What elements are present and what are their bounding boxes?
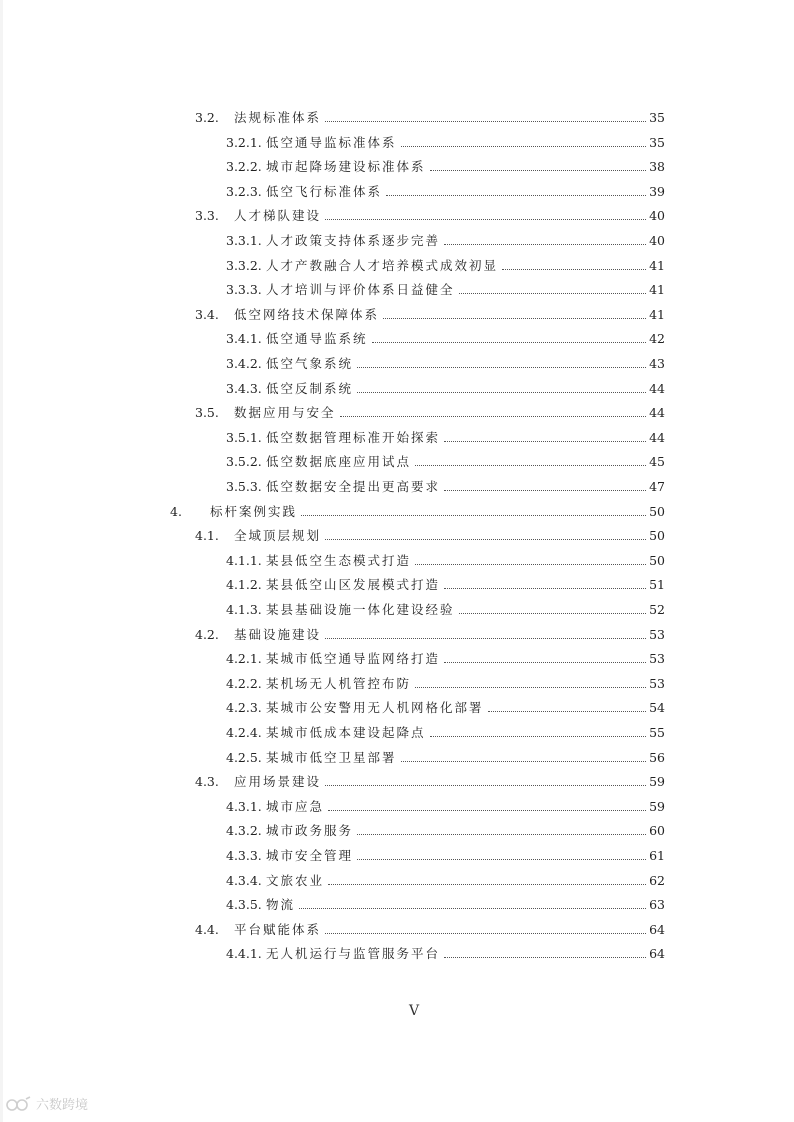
toc-entry-title: 人才培训与评价体系日益健全 (266, 282, 455, 298)
toc-entry-page: 40 (649, 208, 665, 224)
toc-entry-number: 4.1. (195, 528, 219, 544)
page-footer-number: V (409, 1003, 420, 1019)
toc-entry[interactable] (226, 252, 665, 274)
toc-entry-number: 3.3.3. (226, 282, 262, 298)
toc-entry[interactable] (226, 867, 665, 889)
toc-entry[interactable] (170, 498, 665, 520)
toc-entry-number: 4.2. (195, 626, 219, 642)
toc-entry-page: 43 (649, 356, 665, 371)
toc-dot-leader (357, 366, 646, 368)
toc-entry-page: 62 (649, 872, 665, 888)
toc-entry-title: 低空数据底座应用试点 (266, 454, 412, 470)
toc-entry-page: 53 (649, 626, 665, 642)
toc-entry[interactable] (226, 325, 665, 347)
toc-entry-number: 3.5.1. (226, 429, 262, 445)
toc-entry-number: 3.4.1. (226, 331, 262, 347)
toc-entry[interactable] (226, 375, 665, 397)
toc-entry-number: 4.2.4. (226, 725, 262, 740)
toc-entry-title: 低空通导监标准体系 (266, 134, 397, 150)
toc-entry-title: 人才梯队建设 (234, 208, 322, 224)
toc-entry-page: 53 (649, 675, 665, 691)
toc-dot-leader (325, 932, 646, 934)
toc-entry-page: 38 (649, 159, 665, 175)
toc-entry-number: 4.3. (195, 774, 219, 790)
toc-entry[interactable] (226, 473, 665, 495)
toc-entry-number: 3.5.2. (226, 454, 262, 470)
toc-entry[interactable] (226, 153, 665, 175)
toc-entry-number: 4.1.3. (226, 602, 262, 617)
toc-entry-page: 54 (649, 700, 665, 716)
toc-entry[interactable] (226, 793, 665, 815)
toc-entry[interactable] (226, 227, 665, 249)
toc-entry-title: 基础设施建设 (234, 626, 322, 642)
toc-entry-number: 3.2.3. (226, 183, 262, 199)
toc-entry[interactable] (195, 768, 665, 790)
toc-entry-title: 城市应急 (266, 798, 325, 814)
toc-entry-title: 应用场景建设 (234, 774, 322, 790)
toc-entry[interactable] (195, 522, 665, 544)
toc-entry-page: 60 (649, 823, 665, 839)
toc-entry-title: 某城市低成本建设起降点 (266, 725, 426, 740)
toc-entry-title: 某城市公安警用无人机网格化部署 (266, 700, 484, 716)
toc-dot-leader (401, 145, 647, 147)
toc-dot-leader (340, 415, 647, 417)
toc-entry-title: 人才政策支持体系逐步完善 (266, 233, 441, 248)
toc-dot-leader (459, 292, 647, 294)
toc-entry-number: 4.4. (195, 921, 219, 937)
toc-dot-leader (444, 489, 646, 491)
toc-entry-title: 某县基础设施一体化建设经验 (266, 602, 455, 617)
toc-entry-title: 某机场无人机管控布防 (266, 675, 412, 691)
toc-entry-page: 61 (649, 848, 665, 863)
toc-entry[interactable] (226, 129, 665, 151)
toc-entry[interactable] (226, 744, 665, 766)
toc-entry-page: 47 (649, 479, 665, 494)
toc-entry-number: 3.3.1. (226, 233, 262, 248)
toc-entry-page: 55 (649, 725, 665, 740)
toc-dot-leader (444, 956, 646, 958)
toc-entry-page: 64 (649, 921, 665, 937)
toc-entry-title: 低空气象系统 (266, 356, 354, 371)
toc-entry-title: 城市政务服务 (266, 823, 354, 839)
toc-entry[interactable] (226, 178, 665, 200)
toc-entry-number: 3.4.3. (226, 380, 262, 396)
toc-dot-leader (430, 169, 647, 171)
toc-entry-title: 物流 (266, 897, 296, 913)
toc-dot-leader (357, 858, 646, 860)
toc-entry[interactable] (195, 104, 665, 126)
toc-entry[interactable] (195, 916, 665, 938)
toc-entry-title: 全域顶层规划 (234, 528, 322, 544)
toc-entry-number: 3.4.2. (226, 356, 262, 371)
toc-entry-page: 50 (649, 552, 665, 568)
toc-entry[interactable] (195, 621, 665, 643)
toc-dot-leader (444, 440, 646, 442)
toc-entry-title: 城市起降场建设标准体系 (266, 159, 426, 175)
toc-entry-title: 平台赋能体系 (234, 921, 322, 937)
toc-entry-page: 39 (649, 183, 665, 199)
toc-entry[interactable] (226, 694, 665, 716)
watermark-text: 六数跨境 (36, 1098, 89, 1113)
toc-entry-page: 42 (649, 331, 665, 347)
toc-entry-title: 某县低空山区发展模式打造 (266, 577, 441, 593)
toc-entry-title: 某城市低空通导监网络打造 (266, 651, 441, 667)
toc-dot-leader (415, 563, 646, 565)
toc-entry-number: 4.3.3. (226, 848, 262, 863)
toc-entry-number: 3.5.3. (226, 479, 262, 494)
toc-dot-leader (415, 686, 646, 688)
toc-entry-title: 低空网络技术保障体系 (234, 306, 380, 322)
toc-entry[interactable] (226, 448, 665, 470)
toc-dot-leader (430, 735, 647, 737)
toc-entry-page: 51 (649, 577, 665, 593)
toc-entry-page: 45 (649, 454, 665, 470)
toc-dot-leader (325, 538, 646, 540)
toc-entry-number: 3.2. (195, 110, 219, 125)
toc-entry-page: 56 (649, 749, 665, 765)
toc-entry[interactable] (226, 571, 665, 593)
watermark (6, 1094, 88, 1113)
toc-entry-number: 4.3.5. (226, 897, 262, 913)
toc-dot-leader (301, 514, 646, 516)
toc-entry-page: 44 (649, 380, 665, 396)
toc-entry[interactable] (226, 670, 665, 692)
toc-entry-number: 3.3. (195, 208, 219, 224)
toc-dot-leader (325, 784, 646, 786)
toc-dot-leader (401, 760, 647, 762)
toc-dot-leader (328, 883, 646, 885)
watermark-logo-icon (6, 1096, 32, 1112)
toc-entry-number: 4.2.3. (226, 700, 262, 716)
toc-dot-leader (325, 637, 646, 639)
toc-dot-leader (459, 612, 647, 614)
toc-entry[interactable] (195, 399, 665, 421)
toc-dot-leader (415, 464, 646, 466)
toc-entry[interactable] (195, 202, 665, 224)
toc-entry-page: 64 (649, 946, 665, 962)
toc-entry-number: 4.3.2. (226, 823, 262, 839)
toc-dot-leader (299, 907, 646, 909)
toc-entry-page: 44 (649, 405, 665, 421)
toc-entry[interactable] (226, 547, 665, 569)
toc-entry-page: 40 (649, 233, 665, 248)
toc-entry-title: 某县低空生态模式打造 (266, 552, 412, 568)
toc-entry[interactable] (226, 350, 665, 372)
toc-entry[interactable] (226, 940, 665, 962)
toc-entry-title: 标杆案例实践 (210, 503, 298, 519)
toc-dot-leader (372, 341, 647, 343)
toc-entry-title: 无人机运行与监管服务平台 (266, 946, 441, 962)
toc-dot-leader (328, 809, 646, 811)
toc-entry-title: 人才产教融合人才培养模式成效初显 (266, 257, 499, 273)
toc-entry-number: 3.2.2. (226, 159, 262, 175)
toc-entry-page: 41 (649, 257, 665, 273)
toc-entry-number: 3.3.2. (226, 257, 262, 273)
toc-entry-title: 数据应用与安全 (234, 405, 336, 421)
toc-entry-number: 4.1.2. (226, 577, 262, 593)
toc-entry-title: 低空数据管理标准开始探索 (266, 429, 441, 445)
toc-entry-title: 法规标准体系 (234, 110, 322, 125)
toc-entry-title: 某城市低空卫星部署 (266, 749, 397, 765)
toc-entry-number: 4.2.1. (226, 651, 262, 667)
toc-entry[interactable] (195, 301, 665, 323)
toc-dot-leader (383, 317, 646, 319)
toc-entry-page: 59 (649, 798, 665, 814)
toc-dot-leader (444, 587, 646, 589)
toc-entry-page: 50 (649, 528, 665, 544)
toc-entry[interactable] (226, 424, 665, 446)
toc-entry-number: 4.1.1. (226, 552, 262, 568)
scan-edge (0, 0, 3, 1122)
toc-entry[interactable] (226, 891, 665, 913)
toc-entry[interactable] (226, 276, 665, 298)
toc-dot-leader (325, 120, 646, 122)
toc-entry-page: 41 (649, 282, 665, 298)
toc-dot-leader (488, 710, 647, 712)
toc-entry-page: 63 (649, 897, 665, 913)
toc-dot-leader (502, 268, 646, 270)
toc-entry-title: 低空飞行标准体系 (266, 183, 383, 199)
toc-entry-page: 52 (649, 602, 665, 617)
toc-entry[interactable] (226, 596, 665, 618)
toc-entry-number: 4.3.1. (226, 798, 262, 814)
toc-dot-leader (444, 243, 646, 245)
toc-entry-page: 35 (649, 134, 665, 150)
toc-entry-page: 53 (649, 651, 665, 667)
toc-entry-number: 4. (170, 503, 182, 519)
toc-dot-leader (357, 391, 646, 393)
toc-entry-number: 3.2.1. (226, 134, 262, 150)
toc-entry-title: 低空通导监系统 (266, 331, 368, 347)
toc-entry-number: 3.4. (195, 306, 219, 322)
toc-entry[interactable] (226, 645, 665, 667)
toc-entry-number: 3.5. (195, 405, 219, 421)
toc-dot-leader (357, 833, 646, 835)
toc-entry[interactable] (226, 842, 665, 864)
toc-entry-page: 41 (649, 306, 665, 322)
toc-entry[interactable] (226, 719, 665, 741)
toc-entry-number: 4.2.2. (226, 675, 262, 691)
toc-entry-number: 4.4.1. (226, 946, 262, 962)
toc-entry-page: 50 (649, 503, 665, 519)
toc-entry-title: 城市安全管理 (266, 848, 354, 863)
toc-entry-page: 35 (649, 110, 665, 125)
toc-entry[interactable] (226, 817, 665, 839)
toc-dot-leader (444, 661, 646, 663)
toc-entry-number: 4.3.4. (226, 872, 262, 888)
toc-entry-number: 4.2.5. (226, 749, 262, 765)
toc-entry-page: 44 (649, 429, 665, 445)
toc-entry-page: 59 (649, 774, 665, 790)
toc-entry-title: 低空数据安全提出更高要求 (266, 479, 441, 494)
toc-entry-title: 低空反制系统 (266, 380, 354, 396)
toc-dot-leader (386, 194, 646, 196)
toc-dot-leader (325, 218, 646, 220)
toc-entry-title: 文旅农业 (266, 872, 325, 888)
